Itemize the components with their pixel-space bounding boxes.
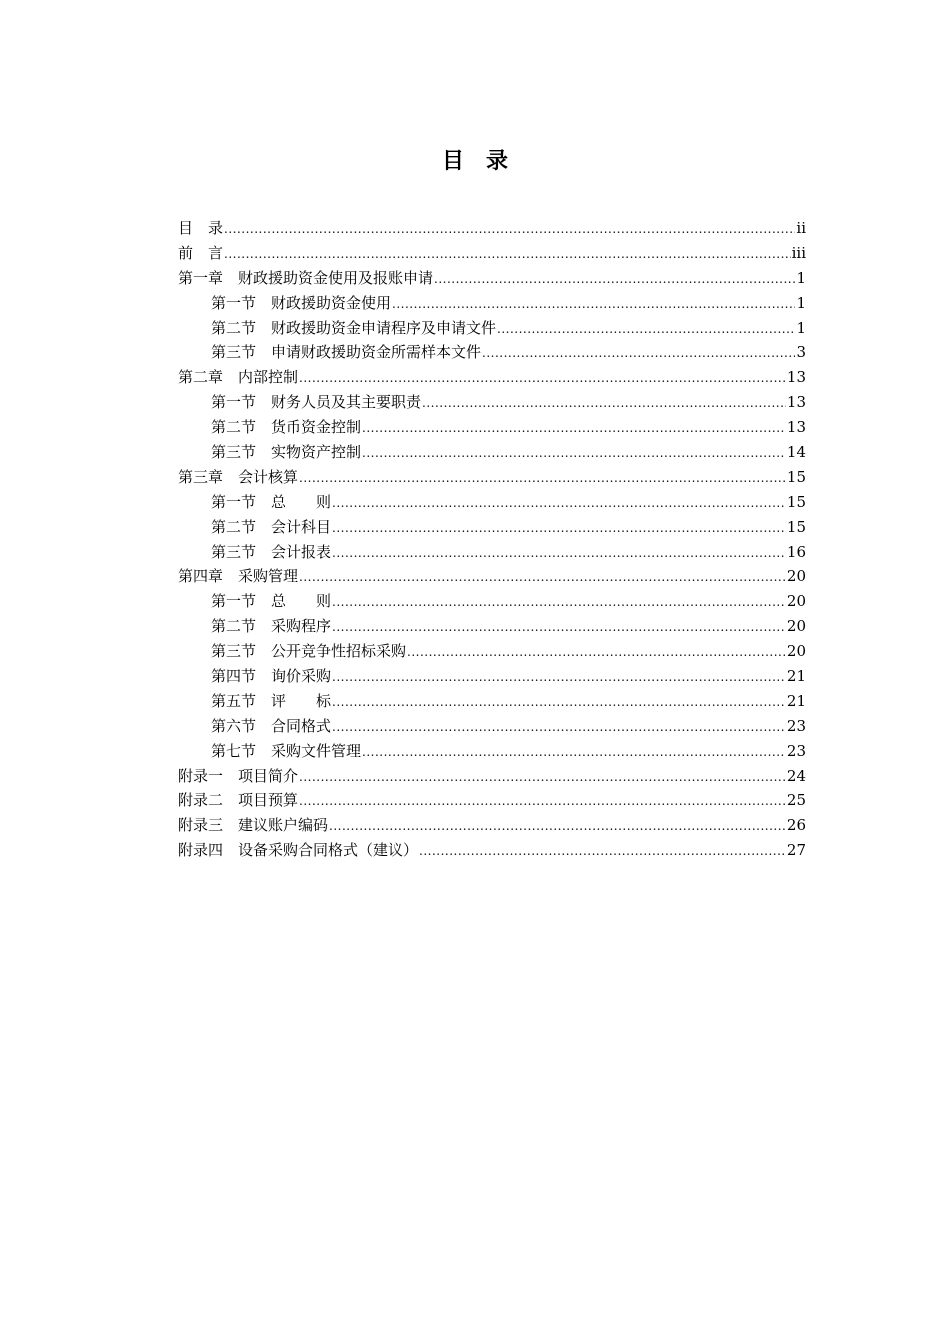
toc-entry-page-number: 15 [786,517,806,536]
toc-dot-leader [299,565,786,590]
toc-entry-page-number: 23 [786,741,806,760]
toc-dot-leader [362,441,786,466]
toc-entry-label: 附录四 设备采购合同格式（建议） [178,841,419,860]
toc-entry-chapter[interactable] [178,216,806,241]
toc-entry-chapter[interactable] [178,788,806,813]
toc-dot-leader [332,590,786,615]
toc-entry-section[interactable] [178,340,806,365]
toc-entry-label: 第一节 财务人员及其主要职责 [211,393,422,412]
toc-entry-label: 第三节 公开竞争性招标采购 [211,642,407,661]
toc-entry-label: 第一节 总 则 [211,592,332,611]
toc-entry-label: 第四节 询价采购 [211,667,332,686]
toc-entry-chapter[interactable] [178,813,806,838]
toc-dot-leader [434,267,795,292]
table-of-contents [178,216,806,863]
toc-entry-section[interactable] [178,316,806,341]
toc-dot-leader [332,516,786,541]
toc-dot-leader [224,242,791,267]
toc-entry-section[interactable] [178,639,806,664]
toc-dot-leader [422,391,786,416]
toc-dot-leader [332,615,786,640]
toc-entry-page-number: 1 [796,293,806,312]
toc-entry-page-number: 24 [786,766,806,785]
toc-entry-page-number: 20 [786,617,806,636]
toc-entry-page-number: 20 [786,642,806,661]
toc-entry-page-number: 21 [786,691,806,710]
toc-dot-leader [332,665,786,690]
toc-entry-label: 第三节 申请财政援助资金所需样本文件 [211,343,482,362]
toc-entry-page-number: 21 [786,667,806,686]
toc-entry-chapter[interactable] [178,241,806,266]
toc-entry-page-number: ii [796,219,806,237]
toc-entry-chapter[interactable] [178,564,806,589]
toc-dot-leader [332,541,786,566]
toc-entry-page-number: 13 [786,418,806,437]
toc-dot-leader [332,690,786,715]
toc-dot-leader [299,366,786,391]
toc-entry-label: 第二节 采购程序 [211,617,332,636]
toc-dot-leader [329,814,786,839]
toc-entry-label: 第五节 评 标 [211,691,332,710]
toc-entry-label: 目 录 [178,219,224,237]
toc-entry-label: 第一节 财政援助资金使用 [211,293,392,312]
toc-entry-page-number: 25 [786,791,806,810]
toc-entry-page-number: 13 [786,368,806,387]
toc-entry-label: 附录三 建议账户编码 [178,816,329,835]
toc-entry-section[interactable] [178,689,806,714]
toc-entry-page-number: 27 [786,841,806,860]
toc-entry-section[interactable] [178,490,806,515]
toc-entry-section[interactable] [178,540,806,565]
toc-entry-label: 第二章 内部控制 [178,368,299,387]
toc-entry-label: 第三章 会计核算 [178,467,299,486]
toc-entry-section[interactable] [178,664,806,689]
toc-dot-leader [332,491,786,516]
toc-entry-page-number: 20 [786,592,806,611]
toc-entry-chapter[interactable] [178,764,806,789]
toc-entry-label: 附录二 项目预算 [178,791,299,810]
toc-entry-section[interactable] [178,714,806,739]
toc-entry-label: 第七节 采购文件管理 [211,741,362,760]
toc-dot-leader [419,839,786,864]
toc-entry-label: 第六节 合同格式 [211,716,332,735]
toc-entry-chapter[interactable] [178,465,806,490]
toc-entry-page-number: 15 [786,492,806,511]
toc-dot-leader [362,416,786,441]
toc-entry-label: 第一节 总 则 [211,492,332,511]
toc-entry-label: 前 言 [178,243,224,262]
toc-dot-leader [362,740,786,765]
page-title: 目 录 [441,149,508,174]
toc-entry-page-number: 16 [786,542,806,561]
toc-dot-leader [392,292,795,317]
toc-entry-section[interactable] [178,415,806,440]
toc-entry-section[interactable] [178,515,806,540]
toc-entry-label: 第三节 会计报表 [211,542,332,561]
toc-dot-leader [482,341,795,366]
toc-entry-page-number: 1 [796,268,806,287]
toc-entry-label: 第四章 采购管理 [178,567,299,586]
toc-entry-page-number: 1 [796,318,806,337]
toc-entry-chapter[interactable] [178,365,806,390]
toc-entry-section[interactable] [178,589,806,614]
toc-entry-page-number: 14 [786,443,806,462]
toc-entry-section[interactable] [178,739,806,764]
toc-entry-page-number: 3 [796,343,806,362]
toc-entry-page-number: 23 [786,716,806,735]
toc-entry-chapter[interactable] [178,266,806,291]
toc-dot-leader [299,466,786,491]
toc-entry-page-number: 26 [786,816,806,835]
toc-entry-label: 第二节 货币资金控制 [211,418,362,437]
toc-dot-leader [299,789,786,814]
toc-entry-label: 第一章 财政援助资金使用及报账申请 [178,268,434,287]
toc-entry-section[interactable] [178,390,806,415]
toc-entry-page-number: iii [791,243,806,262]
toc-entry-section[interactable] [178,440,806,465]
toc-dot-leader [332,715,786,740]
toc-entry-label: 第二节 财政援助资金申请程序及申请文件 [211,318,497,337]
toc-dot-leader [497,317,795,342]
toc-entry-label: 第三节 实物资产控制 [211,443,362,462]
toc-entry-page-number: 15 [786,467,806,486]
toc-entry-page-number: 13 [786,393,806,412]
toc-dot-leader [224,217,795,242]
toc-entry-page-number: 20 [786,567,806,586]
toc-dot-leader [407,640,786,665]
toc-entry-chapter[interactable] [178,838,806,863]
toc-entry-label: 附录一 项目简介 [178,766,299,785]
toc-entry-label: 第二节 会计科目 [211,517,332,536]
toc-dot-leader [299,765,786,790]
toc-entry-section[interactable] [178,291,806,316]
toc-entry-section[interactable] [178,614,806,639]
